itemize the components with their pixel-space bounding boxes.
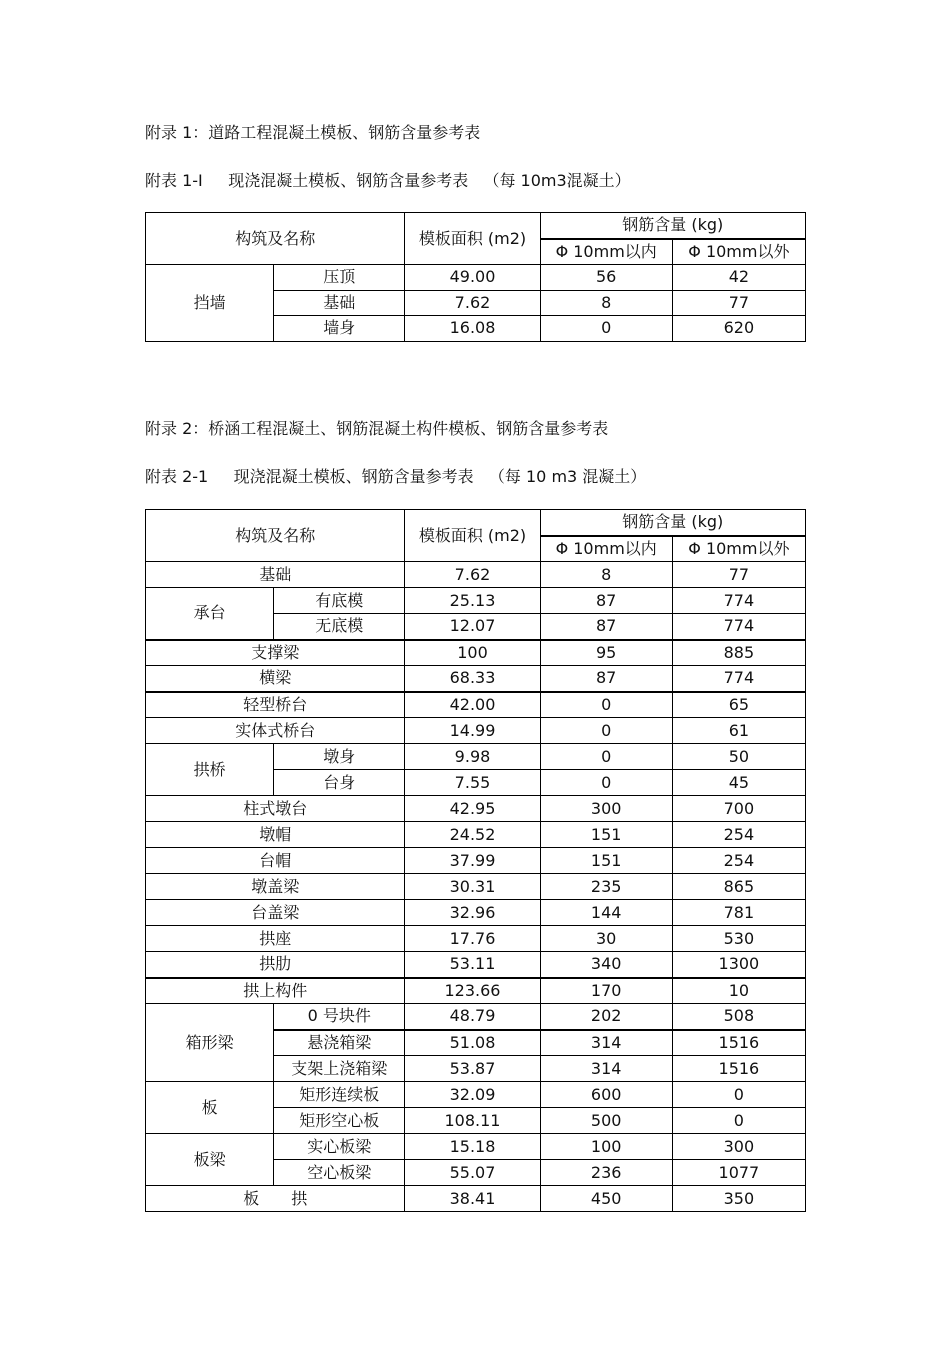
cell-area: 68.33: [405, 666, 540, 692]
table-row: [146, 562, 806, 588]
cell-steel-out: 45: [672, 770, 805, 796]
cell-name: 柱式墩台: [146, 796, 405, 822]
cell-steel-in: 8: [540, 562, 672, 588]
cell-steel-out: 781: [672, 900, 805, 926]
cell-name: 轻型桥台: [146, 692, 405, 718]
cell-steel-in: 500: [540, 1108, 672, 1134]
cell-steel-in: 0: [540, 316, 672, 342]
header-area: 模板面积 (m2): [405, 213, 540, 265]
cell-steel-in: 0: [540, 718, 672, 744]
cell-steel-out: 700: [672, 796, 805, 822]
cell-area: 17.76: [405, 926, 540, 952]
table-header-row: [146, 213, 806, 239]
cell-name: 拱上构件: [146, 978, 405, 1004]
cell-name: 矩形连续板: [274, 1082, 405, 1108]
cell-name: 支架上浇箱梁: [274, 1056, 405, 1082]
cell-steel-in: 144: [540, 900, 672, 926]
cell-area: 25.13: [405, 588, 540, 614]
cell-name: 有底模: [274, 588, 405, 614]
header-steel: 钢筋含量 (kg): [540, 510, 805, 536]
cell-area: 7.55: [405, 770, 540, 796]
cell-steel-in: 151: [540, 822, 672, 848]
cell-steel-out: 300: [672, 1134, 805, 1160]
cell-area: 32.96: [405, 900, 540, 926]
cell-area: 38.41: [405, 1186, 540, 1212]
table-row: [146, 1082, 806, 1108]
cell-steel-in: 0: [540, 770, 672, 796]
cell-steel-out: 1516: [672, 1056, 805, 1082]
table-header-row: [146, 510, 806, 536]
cell-steel-in: 340: [540, 952, 672, 978]
table-row: [146, 848, 806, 874]
cell-steel-in: 151: [540, 848, 672, 874]
cell-steel-out: 42: [672, 265, 805, 291]
cell-area: 42.95: [405, 796, 540, 822]
table-row: [146, 874, 806, 900]
cell-area: 49.00: [405, 265, 540, 291]
cell-area: 53.11: [405, 952, 540, 978]
cell-area: 16.08: [405, 316, 540, 342]
group-label: 板梁: [146, 1134, 274, 1186]
cell-name: 无底模: [274, 614, 405, 640]
cell-steel-out: 620: [672, 316, 805, 342]
cell-steel-in: 30: [540, 926, 672, 952]
cell-name: 空心板梁: [274, 1160, 405, 1186]
group-label: 拱桥: [146, 744, 274, 796]
cell-steel-out: 1516: [672, 1030, 805, 1056]
cell-steel-in: 300: [540, 796, 672, 822]
cell-steel-out: 50: [672, 744, 805, 770]
cell-steel-out: 865: [672, 874, 805, 900]
cell-name: 拱肋: [146, 952, 405, 978]
cell-name: 0 号块件: [274, 1004, 405, 1030]
table1-caption: 附表 1-Ⅰ 现浇混凝土模板、钢筋含量参考表 （每 10m3混凝土）: [145, 171, 631, 190]
cell-name: 矩形空心板: [274, 1108, 405, 1134]
cell-name: 悬浇箱梁: [274, 1030, 405, 1056]
table-row: [146, 796, 806, 822]
cell-steel-out: 77: [672, 562, 805, 588]
cell-area: 37.99: [405, 848, 540, 874]
cell-steel-out: 1077: [672, 1160, 805, 1186]
cell-name: 台身: [274, 770, 405, 796]
cell-steel-in: 87: [540, 588, 672, 614]
cell-steel-in: 95: [540, 640, 672, 666]
group-label: 承台: [146, 588, 274, 640]
cell-name: 台帽: [146, 848, 405, 874]
appendix1-title: 附录 1：道路工程混凝土模板、钢筋含量参考表: [145, 123, 481, 142]
table-2-1: [145, 509, 806, 1212]
table-row: [146, 900, 806, 926]
table-1-1: [145, 212, 806, 342]
group-label: 挡墙: [146, 265, 274, 342]
header-area: 模板面积 (m2): [405, 510, 540, 562]
cell-steel-out: 254: [672, 848, 805, 874]
cell-name: 压顶: [274, 265, 405, 291]
cell-name: 支撑梁: [146, 640, 405, 666]
cell-steel-in: 0: [540, 692, 672, 718]
table-row: [146, 692, 806, 718]
header-steel: 钢筋含量 (kg): [540, 213, 805, 239]
cell-steel-in: 450: [540, 1186, 672, 1212]
table-row: [146, 265, 806, 291]
cell-steel-out: 77: [672, 290, 805, 316]
cell-steel-in: 236: [540, 1160, 672, 1186]
cell-area: 42.00: [405, 692, 540, 718]
cell-steel-in: 100: [540, 1134, 672, 1160]
cell-area: 15.18: [405, 1134, 540, 1160]
cell-area: 24.52: [405, 822, 540, 848]
cell-name: 拱座: [146, 926, 405, 952]
header-steel-in: Φ 10mm以内: [540, 536, 672, 562]
cell-area: 30.31: [405, 874, 540, 900]
cell-name: 墩盖梁: [146, 874, 405, 900]
cell-area: 123.66: [405, 978, 540, 1004]
cell-area: 12.07: [405, 614, 540, 640]
cell-area: 55.07: [405, 1160, 540, 1186]
cell-area: 14.99: [405, 718, 540, 744]
table-row: [146, 718, 806, 744]
cell-area: 48.79: [405, 1004, 540, 1030]
table-row: [146, 1004, 806, 1030]
header-name: 构筑及名称: [146, 510, 405, 562]
cell-steel-out: 254: [672, 822, 805, 848]
cell-name: 横梁: [146, 666, 405, 692]
cell-steel-out: 61: [672, 718, 805, 744]
table-row: [146, 588, 806, 614]
table-row: [146, 640, 806, 666]
cell-steel-out: 1300: [672, 952, 805, 978]
cell-area: 100: [405, 640, 540, 666]
cell-name: 实体式桥台: [146, 718, 405, 744]
table-row: [146, 978, 806, 1004]
cell-steel-in: 235: [540, 874, 672, 900]
cell-area: 32.09: [405, 1082, 540, 1108]
cell-area: 7.62: [405, 562, 540, 588]
cell-steel-in: 0: [540, 744, 672, 770]
cell-name: 板 拱: [146, 1186, 405, 1212]
cell-steel-in: 170: [540, 978, 672, 1004]
cell-steel-out: 508: [672, 1004, 805, 1030]
cell-area: 7.62: [405, 290, 540, 316]
cell-steel-in: 314: [540, 1056, 672, 1082]
cell-area: 9.98: [405, 744, 540, 770]
cell-steel-out: 774: [672, 666, 805, 692]
header-steel-in: Φ 10mm以内: [540, 239, 672, 265]
cell-name: 墙身: [274, 316, 405, 342]
cell-area: 51.08: [405, 1030, 540, 1056]
cell-name: 基础: [146, 562, 405, 588]
cell-steel-out: 0: [672, 1082, 805, 1108]
cell-steel-out: 65: [672, 692, 805, 718]
cell-name: 基础: [274, 290, 405, 316]
table-row: [146, 744, 806, 770]
group-label: 板: [146, 1082, 274, 1134]
cell-name: 墩身: [274, 744, 405, 770]
cell-steel-in: 314: [540, 1030, 672, 1056]
cell-steel-out: 10: [672, 978, 805, 1004]
cell-name: 台盖梁: [146, 900, 405, 926]
cell-name: 墩帽: [146, 822, 405, 848]
cell-steel-in: 202: [540, 1004, 672, 1030]
cell-steel-out: 885: [672, 640, 805, 666]
cell-steel-in: 8: [540, 290, 672, 316]
cell-steel-out: 774: [672, 588, 805, 614]
cell-steel-out: 350: [672, 1186, 805, 1212]
table-row: [146, 666, 806, 692]
table-row: [146, 822, 806, 848]
table-row: [146, 952, 806, 978]
cell-steel-in: 87: [540, 614, 672, 640]
group-label: 箱形梁: [146, 1004, 274, 1082]
cell-steel-in: 600: [540, 1082, 672, 1108]
header-steel-out: Φ 10mm以外: [672, 239, 805, 265]
table-row: [146, 1134, 806, 1160]
cell-steel-out: 0: [672, 1108, 805, 1134]
cell-area: 108.11: [405, 1108, 540, 1134]
cell-steel-in: 87: [540, 666, 672, 692]
cell-steel-out: 530: [672, 926, 805, 952]
cell-steel-out: 774: [672, 614, 805, 640]
table-row: [146, 926, 806, 952]
cell-area: 53.87: [405, 1056, 540, 1082]
cell-name: 实心板梁: [274, 1134, 405, 1160]
table-row: [146, 1186, 806, 1212]
header-steel-out: Φ 10mm以外: [672, 536, 805, 562]
table2-caption: 附表 2-1 现浇混凝土模板、钢筋含量参考表 （每 10 m3 混凝土）: [145, 467, 647, 486]
header-name: 构筑及名称: [146, 213, 405, 265]
appendix2-title: 附录 2：桥涵工程混凝土、钢筋混凝土构件模板、钢筋含量参考表: [145, 419, 609, 438]
cell-steel-in: 56: [540, 265, 672, 291]
